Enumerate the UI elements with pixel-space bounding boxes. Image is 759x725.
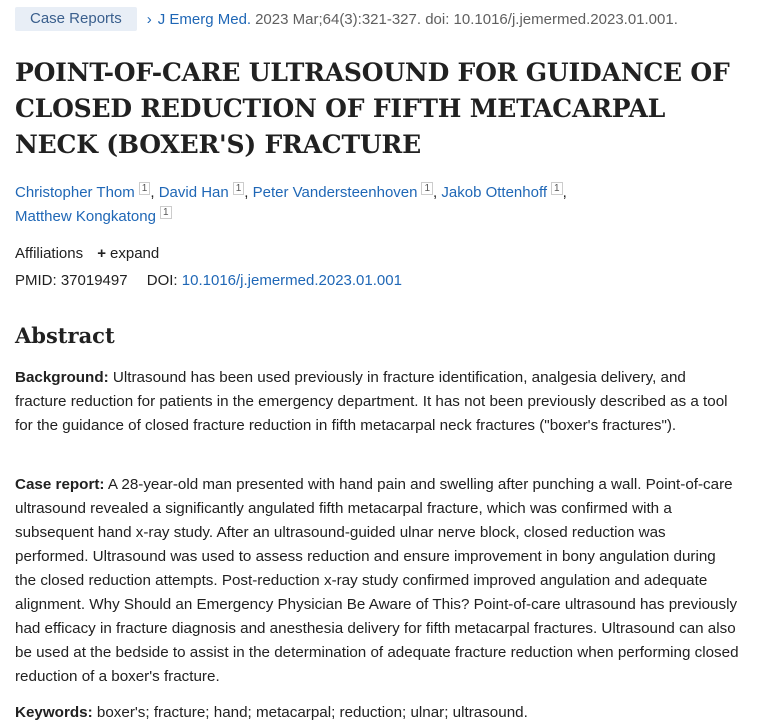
- author-link[interactable]: David Han: [158, 184, 229, 201]
- keywords-label: Keywords:: [15, 704, 93, 721]
- affiliation-ref[interactable]: 1: [139, 182, 151, 195]
- abstract-background: [15, 366, 740, 438]
- pmid-value: 37019497: [60, 272, 128, 289]
- citation-bar: [15, 7, 678, 31]
- author-list: Christopher Thom $^1$ , David Han $^1$ , Peter Vandersteenhoven $^1$ , Jakob Ottenhoff $^1$ , Matthew Kongkatong $^1$: [15, 183, 567, 225]
- keywords: [15, 701, 740, 725]
- background-label: Background:: [15, 369, 109, 386]
- abstract-heading: Abstract: [15, 323, 115, 348]
- plus-icon[interactable]: +: [97, 245, 107, 262]
- affiliation-ref[interactable]: 1: [421, 182, 433, 195]
- author-link[interactable]: Jakob Ottenhoff: [441, 184, 548, 201]
- article-title: POINT-OF-CARE ULTRASOUND FOR GUIDANCE OF CLOSED REDUCTION OF FIFTH METACARPAL NECK (BOXER'S) FRACTURE: [15, 58, 730, 159]
- case-report-text: A 28-year-old man presented with hand pain and swelling after punching a wall. Point-of-care ultrasound revealed a significantly angulated fifth metacarpal fracture, which was confirmed with a subsequent hand x-ray study. After an ultrasound-guided ulnar nerve block, closed reduction was performed. Ultrasound was used to assess reduction and ensure improvement in bony angulation during the closed reduction attempts. Post-reduction x-ray study confirmed improved angulation and adequate alignment. Why Should an Emergency Physician Be Aware of This? Point-of-care ultrasound has previously had efficacy in fracture diagnosis and anesthesia delivery for fifth metacarpal fractures. Ultrasound can also be used at the bedside to assist in the determination of adequate fracture reduction when performing closed reduction of a boxer's fracture.: [15, 476, 739, 685]
- citation-text: 2023 Mar;64(3):321-327. doi: 10.1016/j.jemermed.2023.01.001.: [255, 10, 678, 28]
- doi-link[interactable]: 10.1016/j.jemermed.2023.01.001: [181, 272, 402, 289]
- keywords-text: boxer's; fracture; hand; metacarpal; reduction; ulnar; ultrasound.: [96, 704, 528, 721]
- background-text: Ultrasound has been used previously in fracture identification, analgesia delivery, and fracture reduction for patients in the emergency department. It has not been previously described as a tool for the guidance of closed fracture reduction in fifth metacarpal neck fractures ("boxer's fractures").: [15, 369, 728, 434]
- identifiers: [15, 270, 402, 292]
- affiliation-ref[interactable]: 1: [233, 182, 245, 195]
- affiliation-ref[interactable]: 1: [551, 182, 563, 195]
- abstract-case-report: [15, 473, 740, 689]
- expand-label[interactable]: expand: [110, 245, 160, 262]
- case-report-label: Case report:: [15, 476, 105, 493]
- affiliations-toggle[interactable]: [15, 243, 159, 265]
- author-link[interactable]: Matthew Kongkatong: [15, 208, 156, 225]
- publication-type-badge[interactable]: Case Reports: [15, 7, 137, 31]
- affiliation-ref[interactable]: 1: [160, 206, 172, 219]
- pmid-label: PMID:: [15, 272, 57, 289]
- chevron-right-icon[interactable]: ›: [146, 10, 152, 28]
- author-link[interactable]: Peter Vandersteenhoven: [252, 184, 418, 201]
- affiliations-label: Affiliations: [15, 245, 84, 262]
- author-link[interactable]: Christopher Thom: [15, 184, 135, 201]
- journal-link[interactable]: J Emerg Med.: [157, 10, 252, 28]
- doi-label: DOI:: [146, 272, 178, 289]
